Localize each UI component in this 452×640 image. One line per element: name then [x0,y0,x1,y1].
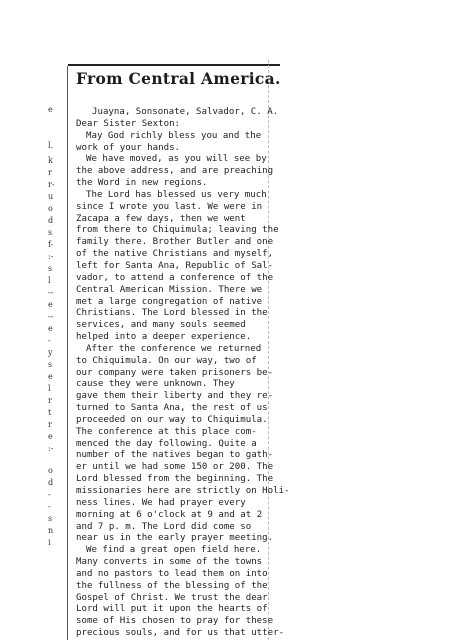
article-line: Lord will put it upon the hearts of [76,604,268,615]
article-line: missionaries here are strictly on Holi- [76,486,290,496]
article-line: er until we had some 150 or 200. The [76,462,274,473]
article-line: family there. Brother Butler and one [76,237,274,248]
gutter-fragment: e [48,324,53,333]
article-line: turned to Santa Ana, the rest of us [76,403,268,414]
article-body [76,107,290,640]
article-line: and no pastors to lead them on into [76,568,268,579]
article-line: the Word in new regions. [76,178,208,189]
article-line: number of the natives began to gath- [76,450,274,461]
gutter-fragment: l. [48,141,54,150]
gutter-fragment: e [48,105,53,114]
gutter-fragment: r- [48,180,55,189]
article-line: the fullness of the blessing of the [76,580,268,591]
gutter-fragment: r [48,420,52,429]
article-line: left for Santa Ana, Republic of Sal- [76,260,274,271]
gutter-fragment: o [48,466,53,475]
article-line: cause they were unknown. They [76,379,235,390]
article-line: We find a great open field here. [86,545,262,556]
article-line: services, and many souls seemed [76,320,246,331]
salutation: Dear Sister Sexton: [76,118,181,129]
gutter-fragment: s [48,360,53,369]
gutter-fragment: s [48,264,53,273]
gutter-fragment: :- [48,444,54,453]
article-line: ness lines. We had prayer every [76,497,246,508]
gutter-fragment: r [48,168,52,177]
gutter-fragment: - [48,336,51,345]
gutter-fragment: y [48,348,53,357]
right-column-edge [268,60,269,640]
gutter-fragment: r [48,396,52,405]
article-line: Gospel of Christ. We trust the dear [76,592,268,603]
article-line: helped into a deeper experience. [76,332,252,343]
article-line: and 7 p. m. The Lord did come so [76,521,252,532]
gutter-fragment: -- [48,288,54,297]
gutter-fragment: i [48,538,51,547]
article-line: We have moved, as you will see by [86,154,267,165]
article-line: After the conference we returned [86,343,262,354]
article-line: Zacapa a few days, then we went [76,213,246,224]
gutter-fragment: d [48,216,54,225]
article-line: to Chiquimula. On our way, two of [76,355,257,366]
gutter-fragment: :- [48,252,54,261]
gutter-fragment: e [48,300,53,309]
article-title: From Central America. [76,69,281,88]
dateline: Juayna, Sonsonate, Salvador, C. A. [92,107,279,117]
article-line: Many converts in some of the towns [76,557,263,568]
gutter-fragment: s [48,228,53,237]
column-divider [67,66,68,640]
article-line: May God richly bless you and the [86,130,262,141]
article-line: gave them their liberty and they re- [76,391,274,402]
gutter-fragment: o [48,204,53,213]
article-line: precious souls, and for us that utter- [76,628,285,639]
gutter-fragment: e [48,432,53,441]
article-line: The conference at this place com- [76,426,257,437]
article-line: since I wrote you last. We were in [76,201,263,212]
gutter-fragment: f- [48,240,54,249]
article-line: met a large congregation of native [76,296,263,307]
article-line: proceeded on our way to Chiquimula. [76,414,268,425]
article-line: menced the day following. Quite a [76,438,257,449]
gutter-fragment: - [48,490,51,499]
article-line: Christians. The Lord blessed in the [76,308,268,319]
gutter-fragment: s [48,514,53,523]
gutter-fragment: - [48,502,51,511]
gutter-fragment: l [48,276,51,285]
article-line: near us in the early prayer meeting. [76,533,274,544]
article-line: some of His chosen to pray for these [76,616,274,627]
gutter-fragment: t [48,408,52,417]
article-line: work of your hands. [76,142,181,153]
gutter-fragment: u [48,192,54,201]
gutter-fragment: e [48,372,53,381]
gutter-fragment: l [48,384,51,393]
article-line: vador, to attend a conference of the [76,272,274,283]
article-line: morning at 6 o'clock at 9 and at 2 [76,509,263,520]
gutter-fragment: n [48,526,54,535]
top-rule [68,64,280,66]
gutter-fragment: k [48,156,53,165]
article-line: of the native Christians and myself, [76,249,274,260]
article-line: Lord blessed from the beginning. The [76,474,274,485]
article-line: our company were taken prisoners be- [76,367,274,378]
article-line: The Lord has blessed us very much [86,189,267,200]
article-line: from there to Chiquimula; leaving the [76,225,279,236]
article-line: Central American Mission. There we [76,284,263,295]
article-line: the above address, and are preaching [76,166,274,177]
gutter-fragment: d [48,478,54,487]
gutter-fragment: -- [48,312,54,321]
